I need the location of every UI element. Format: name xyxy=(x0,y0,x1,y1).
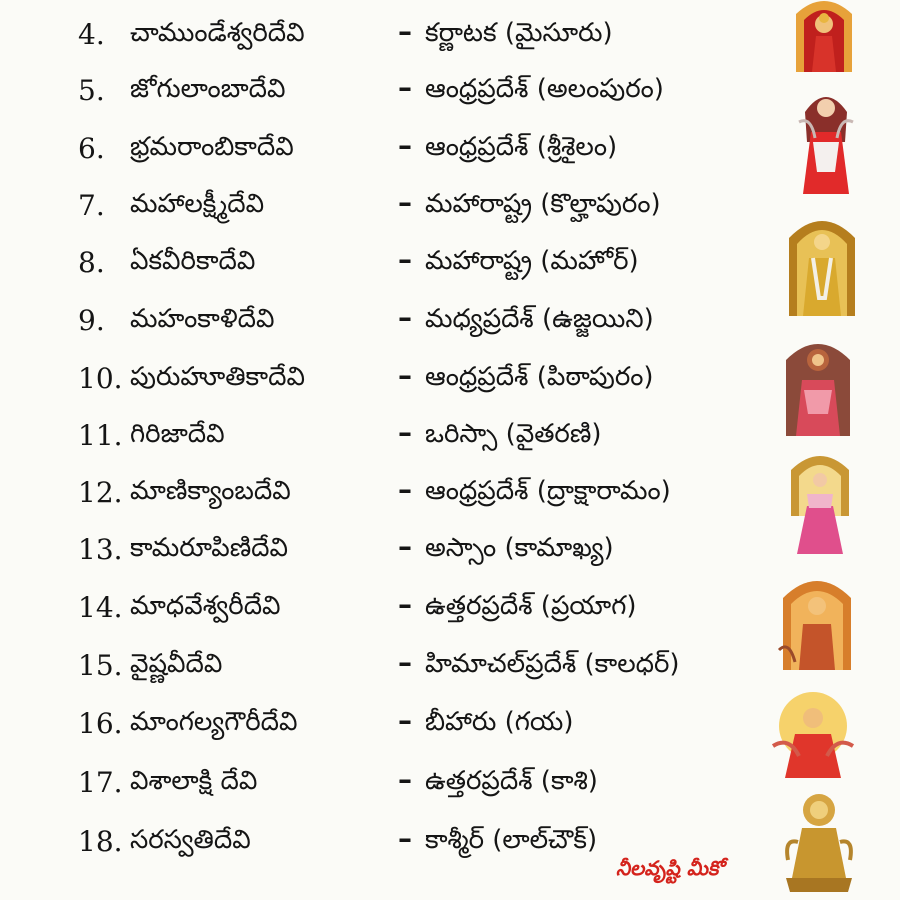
list-item xyxy=(0,10,760,64)
separator-dash: – xyxy=(398,129,412,162)
temple-location: మధ్యప్రదేశ్ (ఉజ్జయిని) xyxy=(425,304,654,334)
goddess-name: మహాలక్ష్మీదేవి xyxy=(130,189,265,219)
goddess-name: చాముండేశ్వరిదేవి xyxy=(130,18,305,48)
goddess-name: వైష్ణవీదేవి xyxy=(130,649,223,679)
item-number: 14. xyxy=(78,591,123,624)
temple-location: ఆంధ్రప్రదేశ్ (ద్రాక్షారామం) xyxy=(425,476,671,506)
separator-dash: – xyxy=(398,646,412,679)
temple-location: కాశ్మీర్ (లాల్‌చౌక్) xyxy=(425,825,598,855)
item-number: 8. xyxy=(78,246,105,279)
goddess-name: జోగులాంబాదేవి xyxy=(130,74,286,104)
temple-location: ఆంధ్రప్రదేశ్ (శ్రీశైలం) xyxy=(425,132,618,162)
goddess-icon xyxy=(778,782,860,896)
list-item xyxy=(0,354,760,408)
item-number: 7. xyxy=(78,189,105,222)
item-number: 13. xyxy=(78,533,123,566)
item-number: 15. xyxy=(78,649,123,682)
list-item xyxy=(0,699,760,753)
goddess-name: విశాలాక్షి దేవి xyxy=(130,766,258,796)
temple-location: ఆంధ్రప్రదేశ్ (అలంపురం) xyxy=(425,74,664,104)
item-number: 17. xyxy=(78,766,123,799)
separator-dash: – xyxy=(398,301,412,334)
temple-location: ఒరిస్సా (వైతరణి) xyxy=(425,419,602,449)
goddess-name: ఏకవీరికాదేవి xyxy=(130,246,256,276)
list-item xyxy=(0,66,760,120)
temple-location: ఆంధ్రప్రదేశ్ (పిఠాపురం) xyxy=(425,362,654,392)
separator-dash: – xyxy=(398,588,412,621)
separator-dash: – xyxy=(398,71,412,104)
goddess-icon xyxy=(783,446,857,554)
goddess-icon xyxy=(795,82,857,194)
goddess-icon xyxy=(765,686,861,778)
goddess-name: మహంకాళిదేవి xyxy=(130,304,275,334)
item-number: 6. xyxy=(78,132,105,165)
temple-location: మహారాష్ట్ర (మహోర్) xyxy=(425,246,639,276)
item-number: 16. xyxy=(78,707,123,740)
list-item xyxy=(0,583,760,637)
list-item xyxy=(0,181,760,235)
separator-dash: – xyxy=(398,359,412,392)
list-item xyxy=(0,238,760,292)
separator-dash: – xyxy=(398,822,412,855)
separator-dash: – xyxy=(398,15,412,48)
temple-location: ఉత్తరప్రదేశ్ (కాశి) xyxy=(425,766,598,796)
separator-dash: – xyxy=(398,416,412,449)
temple-location: బీహారు (గయ) xyxy=(425,707,574,737)
list-item xyxy=(0,758,760,812)
goddess-name: గిరిజాదేవి xyxy=(130,419,225,449)
list-item xyxy=(0,124,760,178)
watermark-logo: నీలవృష్టి మీకో xyxy=(616,856,724,880)
goddess-name: పురుహూతికాదేవి xyxy=(130,362,305,392)
item-number: 11. xyxy=(78,419,123,452)
goddess-name: మాంగల్యగౌరీదేవి xyxy=(130,707,298,737)
separator-dash: – xyxy=(398,243,412,276)
list-item xyxy=(0,296,760,350)
separator-dash: – xyxy=(398,186,412,219)
goddess-icon xyxy=(780,330,856,436)
item-number: 10. xyxy=(78,362,123,395)
item-number: 18. xyxy=(78,825,123,858)
item-number: 9. xyxy=(78,304,105,337)
goddess-name: సరస్వతిదేవి xyxy=(130,825,251,855)
goddess-name: మాధవేశ్వరీదేవి xyxy=(130,591,281,621)
goddess-icon xyxy=(785,208,859,316)
separator-dash: – xyxy=(398,704,412,737)
temple-location: హిమాచల్‌ప్రదేశ్ (కాలధర్) xyxy=(425,649,680,679)
list-item xyxy=(0,525,760,579)
item-number: 4. xyxy=(78,18,105,51)
item-number: 12. xyxy=(78,476,123,509)
temple-location: ఉత్తరప్రదేశ్ (ప్రయాగ) xyxy=(425,591,637,621)
temple-location: అస్సాం (కామాఖ్య) xyxy=(425,533,614,563)
goddess-name: భ్రమరాంబికాదేవి xyxy=(130,132,294,162)
temple-location: కర్ణాటక (మైసూరు) xyxy=(425,18,613,48)
goddess-name: కామరూపిణిదేవి xyxy=(130,533,289,563)
separator-dash: – xyxy=(398,473,412,506)
item-number: 5. xyxy=(78,74,105,107)
list-item xyxy=(0,411,760,465)
list-item xyxy=(0,468,760,522)
temple-location: మహారాష్ట్ర (కొల్హాపురం) xyxy=(425,189,661,219)
separator-dash: – xyxy=(398,763,412,796)
goddess-icon xyxy=(790,0,858,72)
goddess-name: మాణిక్యాంబదేవి xyxy=(130,476,291,506)
list-item xyxy=(0,641,760,695)
goddess-icon xyxy=(775,570,859,670)
separator-dash: – xyxy=(398,530,412,563)
